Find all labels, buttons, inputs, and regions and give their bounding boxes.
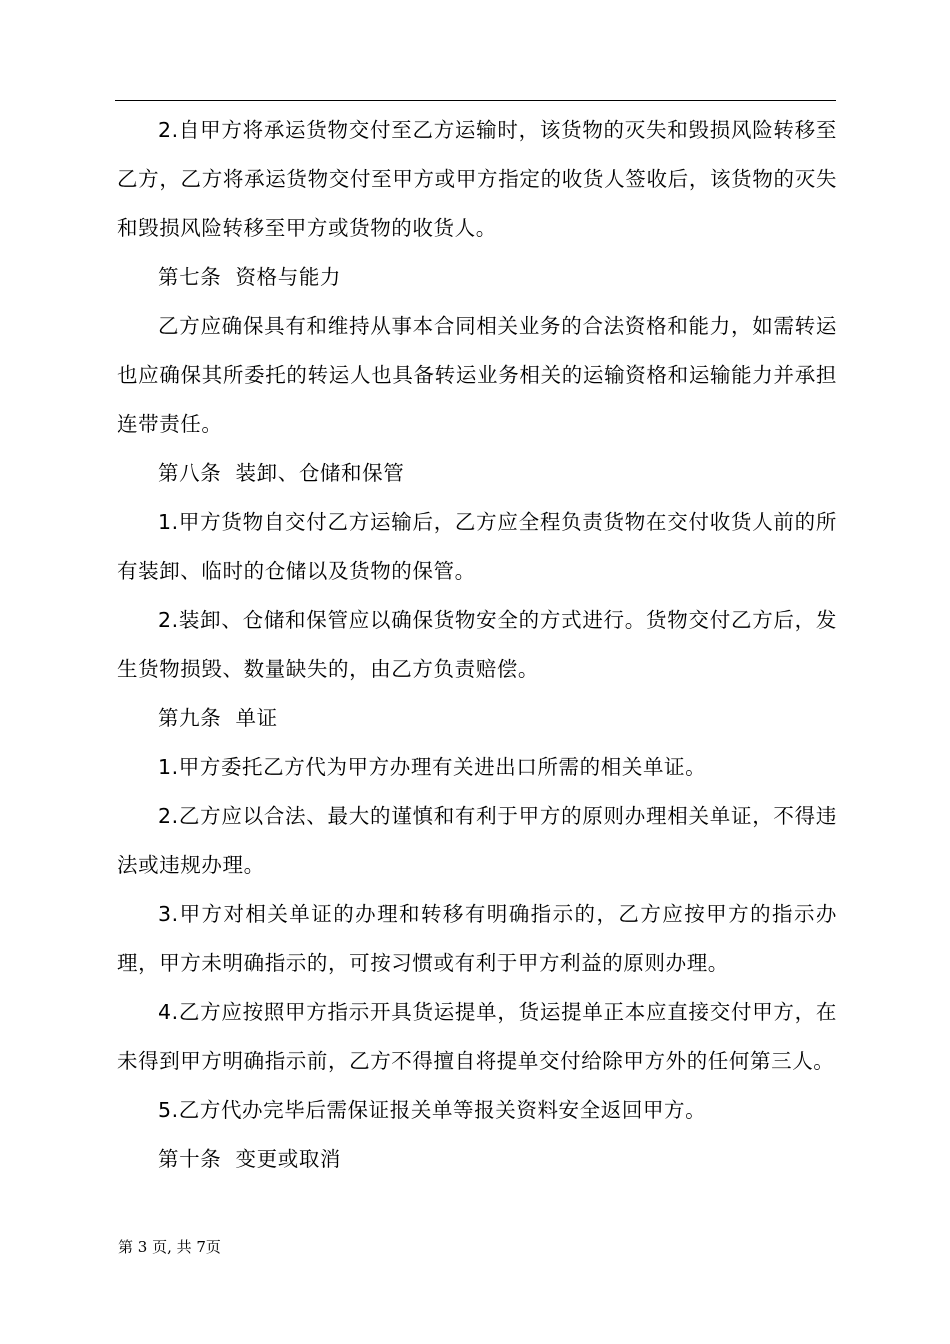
article-9-heading: 第九条 单证 <box>158 706 278 730</box>
article-7-text: 乙方应确保具有和维持从事本合同相关业务的合法资格和能力，如需转运也应确保其所委托的转运人也具备转运业务相关的运输资格和运输能力并承担连带责任。 <box>117 314 837 436</box>
article-8-heading: 第八条 装卸、仓储和保管 <box>158 461 405 485</box>
article-8-item-2: 2.装卸、仓储和保管应以确保货物安全的方式进行。货物交付乙方后，发生货物损毁、数量缺失的，由乙方负责赔偿。 <box>117 608 837 681</box>
article-8-item-1: 1.甲方货物自交付乙方运输后，乙方应全程负责货物在交付收货人前的所有装卸、临时的仓储以及货物的保管。 <box>117 510 837 583</box>
article-9-item-4: 4.乙方应按照甲方指示开具货运提单，货运提单正本应直接交付甲方，在未得到甲方明确指示前，乙方不得擅自将提单交付给除甲方外的任何第三人。 <box>117 1000 837 1073</box>
article-7-heading: 第七条 资格与能力 <box>158 265 342 289</box>
article-9-item-5: 5.乙方代办完毕后需保证报关单等报关资料安全返回甲方。 <box>158 1098 707 1122</box>
header-rule <box>115 100 836 101</box>
article-9-item-1: 1.甲方委托乙方代为甲方办理有关进出口所需的相关单证。 <box>158 755 707 779</box>
page-number-footer: 第 3 页, 共 7页 <box>118 1238 221 1256</box>
article-9-item-3: 3.甲方对相关单证的办理和转移有明确指示的，乙方应按甲方的指示办理，甲方未明确指示的，可按习惯或有利于甲方利益的原则办理。 <box>117 902 837 975</box>
article-9-item-2: 2.乙方应以合法、最大的谨慎和有利于甲方的原则办理相关单证，不得违法或违规办理。 <box>117 804 837 877</box>
article-10-heading: 第十条 变更或取消 <box>158 1147 342 1171</box>
paragraph-2-risk-transfer: 2.自甲方将承运货物交付至乙方运输时，该货物的灭失和毁损风险转移至乙方，乙方将承运货物交付至甲方或甲方指定的收货人签收后，该货物的灭失和毁损风险转移至甲方或货物的收货人。 <box>117 118 837 240</box>
document-body <box>117 106 837 1184</box>
